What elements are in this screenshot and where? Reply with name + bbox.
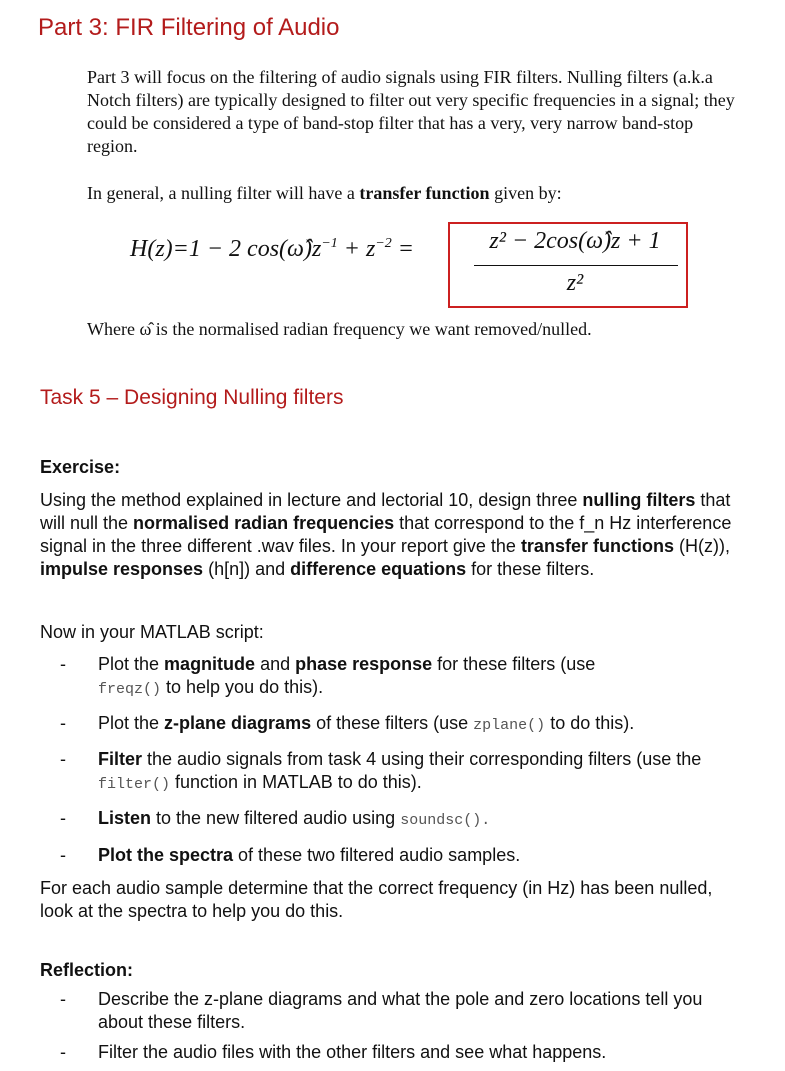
bullet-dash: - [60, 654, 66, 674]
page-title: Part 3: FIR Filtering of Audio [38, 14, 340, 41]
transfer-function-intro: In general, a nulling filter will have a transfer function given by: [87, 183, 562, 203]
matlab-intro: Now in your MATLAB script: [40, 622, 264, 642]
bullet-dash: - [60, 1042, 66, 1062]
bullet-dash: - [60, 808, 66, 828]
bullet-dash: - [60, 713, 66, 733]
task-heading: Task 5 – Designing Nulling filters [40, 386, 344, 409]
exercise-paragraph: Using the method explained in lecture and lectorial 10, design three nulling filters that will null the normalised radian frequencies that correspond to the f_n Hz interference signal in the three different .wav files. In your report give the transfer functions (H(z)), impulse responses (h[n]) and difference equations for these filters. [40, 490, 732, 579]
fraction-numerator: z² − 2cos(ω̂)z + 1 [489, 228, 661, 254]
fraction-denominator: z² [566, 270, 584, 296]
fraction-line [474, 265, 678, 266]
where-text: Where ω̂ is the normalised radian frequency we want removed/nulled. [87, 319, 592, 339]
exercise-label: Exercise: [40, 457, 121, 477]
bullet-dash: - [60, 989, 66, 1009]
transfer-function-equation: H(z)=1 − 2 $\cos(\omegâ)z^{-1} + z^{-2}$ = [130, 236, 414, 262]
bullet-dash: - [60, 749, 66, 769]
bullet-dash: - [60, 845, 66, 865]
closing-paragraph: For each audio sample determine that the correct frequency (in Hz) has been nulled, look at the spectra to help you do this. [40, 878, 713, 921]
intro-paragraph: Part 3 will focus on the filtering of audio signals using FIR filters. Nulling filters (a.k.a Notch filters) are typically designed to filter out very specific frequencies in a signal; they could be considered a type of band-stop filter that has a very, very narrow band-stop region. [87, 67, 735, 156]
reflection-label: Reflection: [40, 960, 134, 980]
